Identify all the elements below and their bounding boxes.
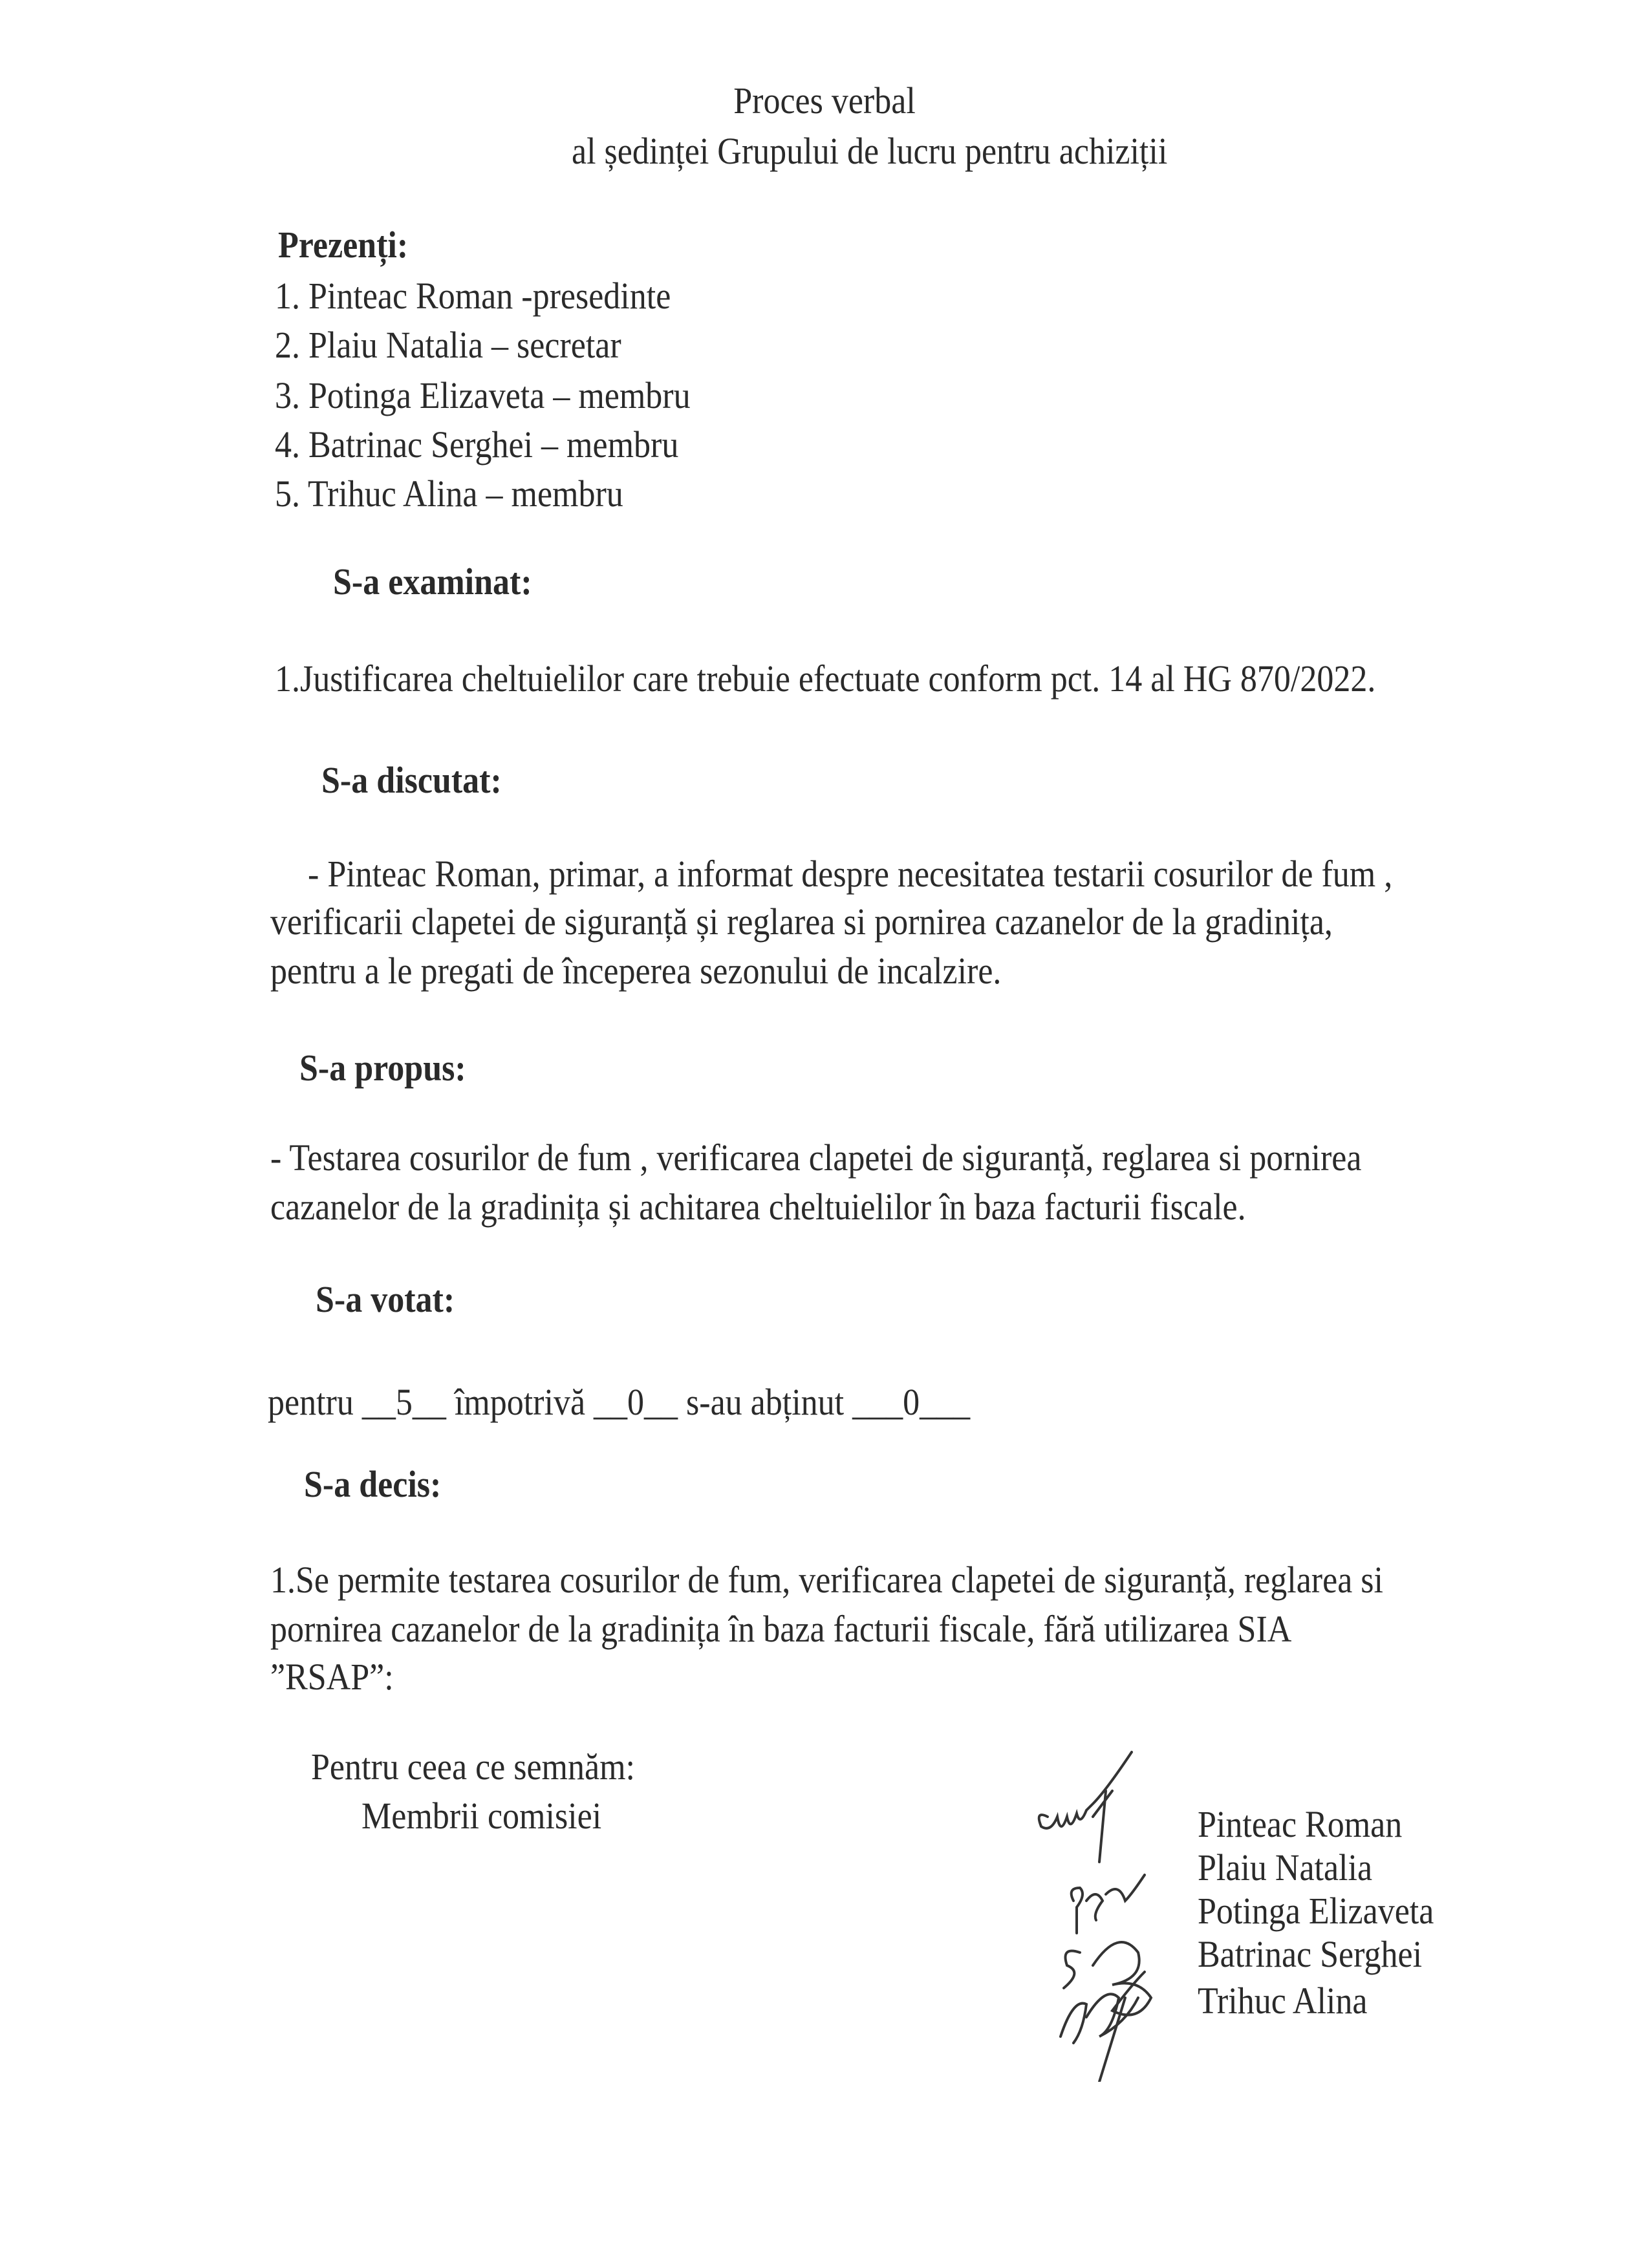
- examined-heading: S-a examinat:: [333, 561, 532, 603]
- vote-result: pentru __5__ împotrivă __0__ s-au abținut ___0___: [268, 1382, 971, 1424]
- signatory-name: Trihuc Alina: [1198, 1980, 1368, 2022]
- present-heading: Prezenți:: [278, 224, 409, 266]
- document-subtitle: al ședinței Grupului de lucru pentru achiziții: [572, 131, 1168, 173]
- handwritten-signatures: [1022, 1746, 1216, 2082]
- voted-heading: S-a votat:: [316, 1279, 455, 1321]
- decided-line: pornirea cazanelor de la gradinița în baza facturii fiscale, fără utilizarea SIA: [270, 1609, 1292, 1651]
- discussed-line: pentru a le pregati de începerea sezonului de incalzire.: [270, 950, 1002, 992]
- signatory-name: Plaiu Natalia: [1198, 1847, 1373, 1889]
- discussed-line: - Pinteac Roman, primar, a informat despre necesitatea testarii cosurilor de fum ,: [308, 853, 1393, 895]
- examined-text: 1.Justificarea cheltuielilor care trebuie efectuate conform pct. 14 al HG 870/2022.: [275, 658, 1376, 700]
- member-item: 3. Potinga Elizaveta – membru: [275, 375, 691, 417]
- member-item: 2. Plaiu Natalia – secretar: [275, 325, 621, 367]
- document-title: Proces verbal: [733, 80, 916, 122]
- commission-label: Membrii comisiei: [361, 1795, 602, 1837]
- proposed-line: - Testarea cosurilor de fum , verificarea clapetei de siguranță, reglarea si pornirea: [270, 1137, 1362, 1179]
- proposed-heading: S-a propus:: [299, 1047, 466, 1089]
- member-item: 4. Batrinac Serghei – membru: [275, 424, 679, 466]
- decided-heading: S-a decis:: [304, 1464, 442, 1506]
- proposed-line: cazanelor de la gradinița și achitarea cheltuielilor în baza facturii fiscale.: [270, 1186, 1246, 1228]
- member-item: 5. Trihuc Alina – membru: [275, 473, 623, 515]
- discussed-line: verificarii clapetei de siguranță și reglarea si pornirea cazanelor de la gradinița,: [270, 901, 1333, 943]
- member-item: 1. Pinteac Roman -presedinte: [275, 275, 671, 317]
- signatory-name: Batrinac Serghei: [1198, 1934, 1423, 1976]
- signatory-name: Potinga Elizaveta: [1198, 1890, 1434, 1932]
- signatory-name: Pinteac Roman: [1198, 1804, 1403, 1846]
- signature-label: Pentru ceea ce semnăm:: [311, 1746, 635, 1788]
- discussed-heading: S-a discutat:: [321, 760, 502, 802]
- decided-line: ”RSAP”:: [270, 1656, 394, 1698]
- decided-line: 1.Se permite testarea cosurilor de fum, verificarea clapetei de siguranță, reglarea si: [270, 1559, 1383, 1601]
